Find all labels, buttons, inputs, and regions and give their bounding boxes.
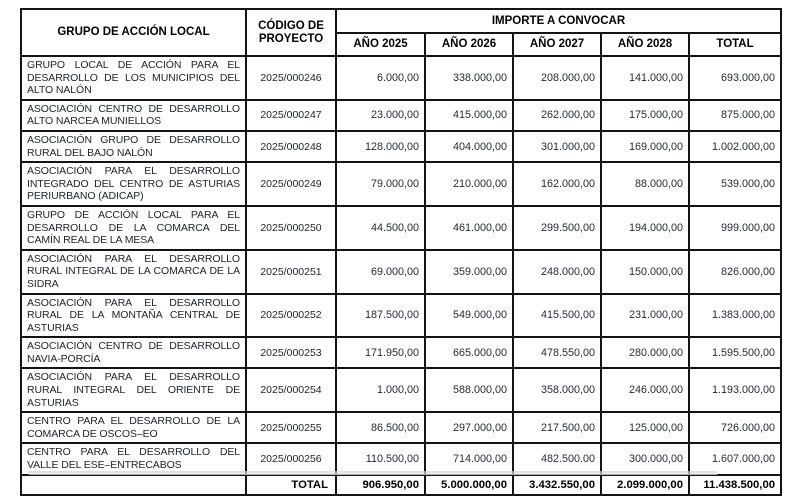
total-2025: 906.950,00 [336,475,425,495]
total-row [21,475,781,495]
gal-name: ASOCIACIÓN PARA EL DESARROLLO RURAL INTEGRAL DEL ORIENTE DE ASTURIAS [21,368,246,412]
gal-name: ASOCIACIÓN PARA EL DESARROLLO RURAL INTEGRAL DE LA COMARCA DE LA SIDRA [21,250,246,294]
amount-2027: 248.000,00 [513,250,601,294]
total-2028: 2.099.000,00 [601,475,689,495]
table-row [21,294,781,338]
table-row [21,100,781,131]
amount-2025: 1.000,00 [336,368,425,412]
amount-2027: 162.000,00 [513,162,601,206]
amount-total: 1.607.000,00 [689,443,781,474]
project-code: 2025/000252 [246,294,336,338]
amount-2027: 415.500,00 [513,294,601,338]
amount-2025: 86.500,00 [336,412,425,443]
amount-2028: 231.000,00 [601,294,689,338]
project-code: 2025/000246 [246,56,336,100]
project-code: 2025/000256 [246,443,336,474]
importe-a-convocar-table [20,8,782,496]
gal-name: ASOCIACIÓN PARA EL DESARROLLO INTEGRADO DEL CENTRO DE ASTURIAS PERIURBANO (ADICAP) [21,162,246,206]
amount-2028: 150.000,00 [601,250,689,294]
project-code: 2025/000251 [246,250,336,294]
amount-total: 1.193.000,00 [689,368,781,412]
gal-name: ASOCIACIÓN PARA EL DESARROLLO RURAL DE LA MONTAÑA CENTRAL DE ASTURIAS [21,294,246,338]
header-ano-2027: AÑO 2027 [513,33,601,56]
table-row [21,56,781,100]
amount-2027: 482.500.00 [513,443,601,474]
gal-name: ASOCIACIÓN CENTRO DE DESARROLLO NAVIA-PORCÍA [21,337,246,368]
amount-2025: 187.500,00 [336,294,425,338]
header-ano-2026: AÑO 2026 [425,33,513,56]
project-code: 2025/000254 [246,368,336,412]
total-label: TOTAL [246,475,336,495]
header-importe-a-convocar: IMPORTE A CONVOCAR [336,9,781,33]
amount-2026: 588.000,00 [425,368,513,412]
amount-2027: 262.000,00 [513,100,601,131]
amount-total: 726.000,00 [689,412,781,443]
gal-name: GRUPO DE ACCIÓN LOCAL PARA EL DESARROLLO DE LA COMARCA DEL CAMÍN REAL DE LA MESA [21,206,246,250]
project-code: 2025/000247 [246,100,336,131]
amount-2026: 549.000,00 [425,294,513,338]
empty-cell [21,475,246,495]
amount-2025: 79.000,00 [336,162,425,206]
amount-total: 875.000,00 [689,100,781,131]
amount-2028: 88.000,00 [601,162,689,206]
grand-total: 11.438.500,00 [689,475,781,495]
amount-2025: 69.000,00 [336,250,425,294]
amount-2025: 6.000,00 [336,56,425,100]
amount-2027: 208.000,00 [513,56,601,100]
amount-2027: 358.000,00 [513,368,601,412]
amount-2026: 415.000,00 [425,100,513,131]
amount-2025: 23.000,00 [336,100,425,131]
amount-2028: 125.000,00 [601,412,689,443]
amount-2026: 714.000,00 [425,443,513,474]
header-ano-2028: AÑO 2028 [601,33,689,56]
header-total: TOTAL [689,33,781,56]
table-row [21,412,781,443]
amount-total: 1.383.000,00 [689,294,781,338]
table-row [21,337,781,368]
amount-2026: 359.000,00 [425,250,513,294]
table-row [21,250,781,294]
amount-total: 826.000,00 [689,250,781,294]
gal-name: CENTRO PARA EL DESARROLLO DE LA COMARCA DE OSCOS–EO [21,412,246,443]
gal-name: ASOCIACIÓN CENTRO DE DESARROLLO ALTO NARCEA MUNIELLOS [21,100,246,131]
amount-total: 539.000,00 [689,162,781,206]
header-ano-2025: AÑO 2025 [336,33,425,56]
amount-2025: 110.500,00 [336,443,425,474]
table-row [21,443,781,474]
amount-2028: 169.000,00 [601,131,689,162]
amount-2025: 44.500,00 [336,206,425,250]
amount-total: 1.002.000,00 [689,131,781,162]
amount-2028: 194.000,00 [601,206,689,250]
amount-2028: 300.000,00 [601,443,689,474]
amount-2028: 246.000,00 [601,368,689,412]
header-grupo-accion-local: GRUPO DE ACCIÓN LOCAL [21,9,246,56]
gal-name: ASOCIACIÓN GRUPO DE DESARROLLO RURAL DEL BAJO NALÓN [21,131,246,162]
project-code: 2025/000248 [246,131,336,162]
amount-2027: 301.000,00 [513,131,601,162]
amount-2028: 280.000,00 [601,337,689,368]
header-row-1 [21,9,781,33]
amount-2026: 210.000,00 [425,162,513,206]
table-row [21,131,781,162]
amount-2026: 461.000,00 [425,206,513,250]
project-code: 2025/000255 [246,412,336,443]
table-row [21,162,781,206]
project-code: 2025/000253 [246,337,336,368]
table-row [21,368,781,412]
amount-2027: 478.550,00 [513,337,601,368]
gal-name: GRUPO LOCAL DE ACCIÓN PARA EL DESARROLLO DE LOS MUNICIPIOS DEL ALTO NALÓN [21,56,246,100]
amount-2026: 297.000,00 [425,412,513,443]
amount-total: 693.000,00 [689,56,781,100]
amount-2028: 141.000,00 [601,56,689,100]
amount-2027: 217.500,00 [513,412,601,443]
amount-total: 999.000,00 [689,206,781,250]
header-codigo-proyecto: CÓDIGO DE PROYECTO [246,9,336,56]
amount-2026: 665.000,00 [425,337,513,368]
table-row [21,206,781,250]
amount-2028: 175.000,00 [601,100,689,131]
total-2027: 3.432.550,00 [513,475,601,495]
gal-name: CENTRO PARA EL DESARROLLO DEL VALLE DEL ESE–ENTRECABOS [21,443,246,474]
amount-total: 1.595.500,00 [689,337,781,368]
total-2026: 5.000.000,00 [425,475,513,495]
scan-shadow-artifact [28,471,718,475]
project-code: 2025/000249 [246,162,336,206]
amount-2025: 171.950,00 [336,337,425,368]
project-code: 2025/000250 [246,206,336,250]
amount-2025: 128.000,00 [336,131,425,162]
amount-2027: 299.500,00 [513,206,601,250]
amount-2026: 404.000,00 [425,131,513,162]
amount-2026: 338.000,00 [425,56,513,100]
